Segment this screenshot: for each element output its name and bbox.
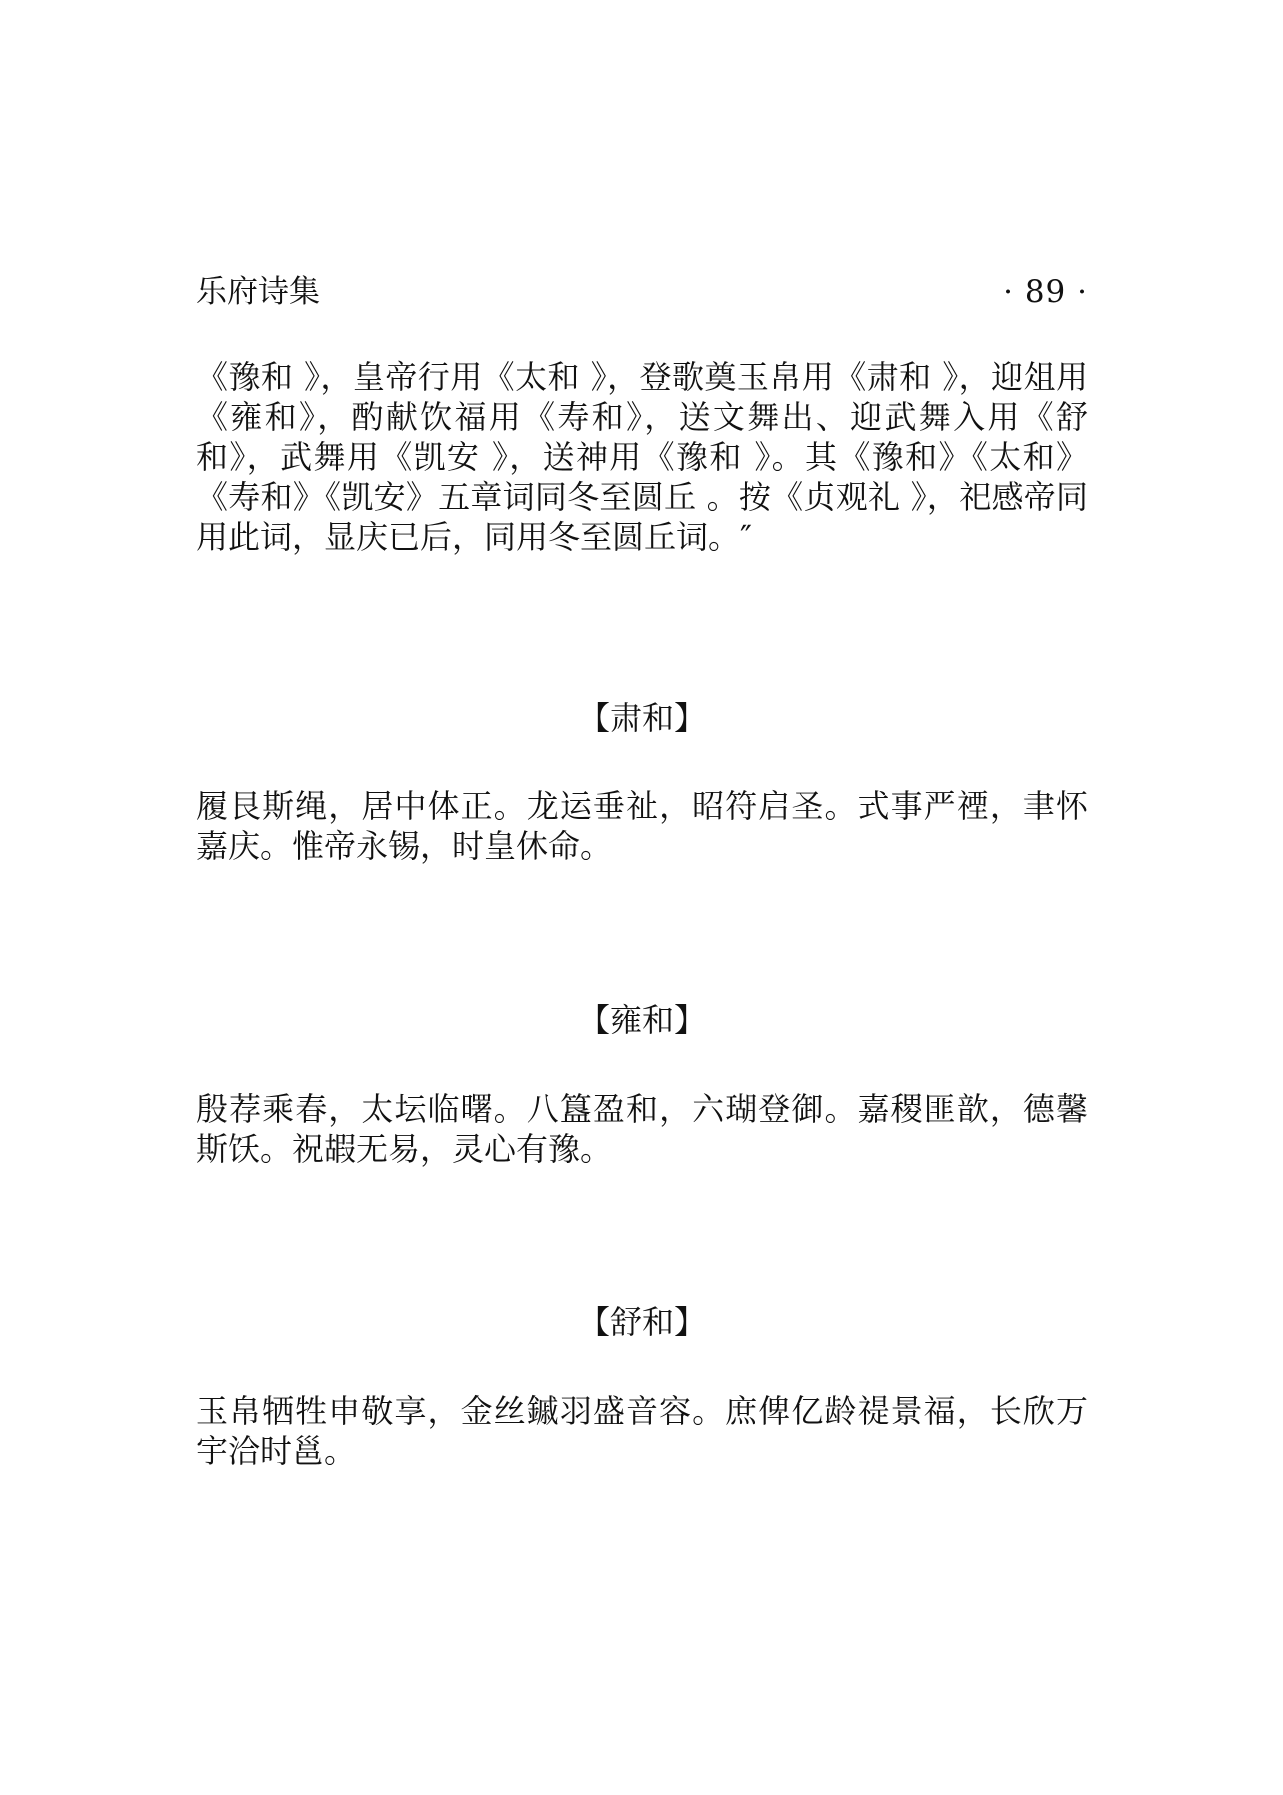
section-body-yonghe: 殷荐乘春，太坛临曙。八簋盈和，六瑚登御。嘉稷匪歆，德馨斯饫。祝嘏无易，灵心有豫。	[196, 1090, 1088, 1168]
page-header	[196, 270, 1088, 314]
section-heading-suhe: 【肃和】	[577, 699, 706, 737]
section-body-shuhe: 玉帛牺牲申敬享，金丝鏚羽盛音容。庶俾亿龄禔景福，长欣万宇洽时邕。	[196, 1392, 1088, 1470]
book-title: 乐府诗集	[196, 274, 320, 310]
section-body-suhe: 履艮斯绳，居中体正。龙运垂祉，昭符启圣。式事严禋，聿怀嘉庆。惟帝永锡，时皇休命。	[196, 787, 1088, 865]
section-heading-yonghe: 【雍和】	[577, 1001, 706, 1039]
page-number: · 89 ·	[1003, 274, 1088, 310]
intro-paragraph: 《豫和 》，皇帝行用《太和 》，登歌奠玉帛用《肃和 》，迎俎用《雍和》，酌献饮福用《寿和》，送文舞出、迎武舞入用《舒和》，武舞用《凯安 》，送神用《豫和 》。其《豫和》《太和》《寿和》《凯安》五章词同冬至圆丘 。按《贞观礼 》，祀感帝同用此词，显庆已后，同用冬至圆丘词。″	[196, 358, 1088, 556]
section-heading-shuhe: 【舒和】	[577, 1303, 706, 1341]
